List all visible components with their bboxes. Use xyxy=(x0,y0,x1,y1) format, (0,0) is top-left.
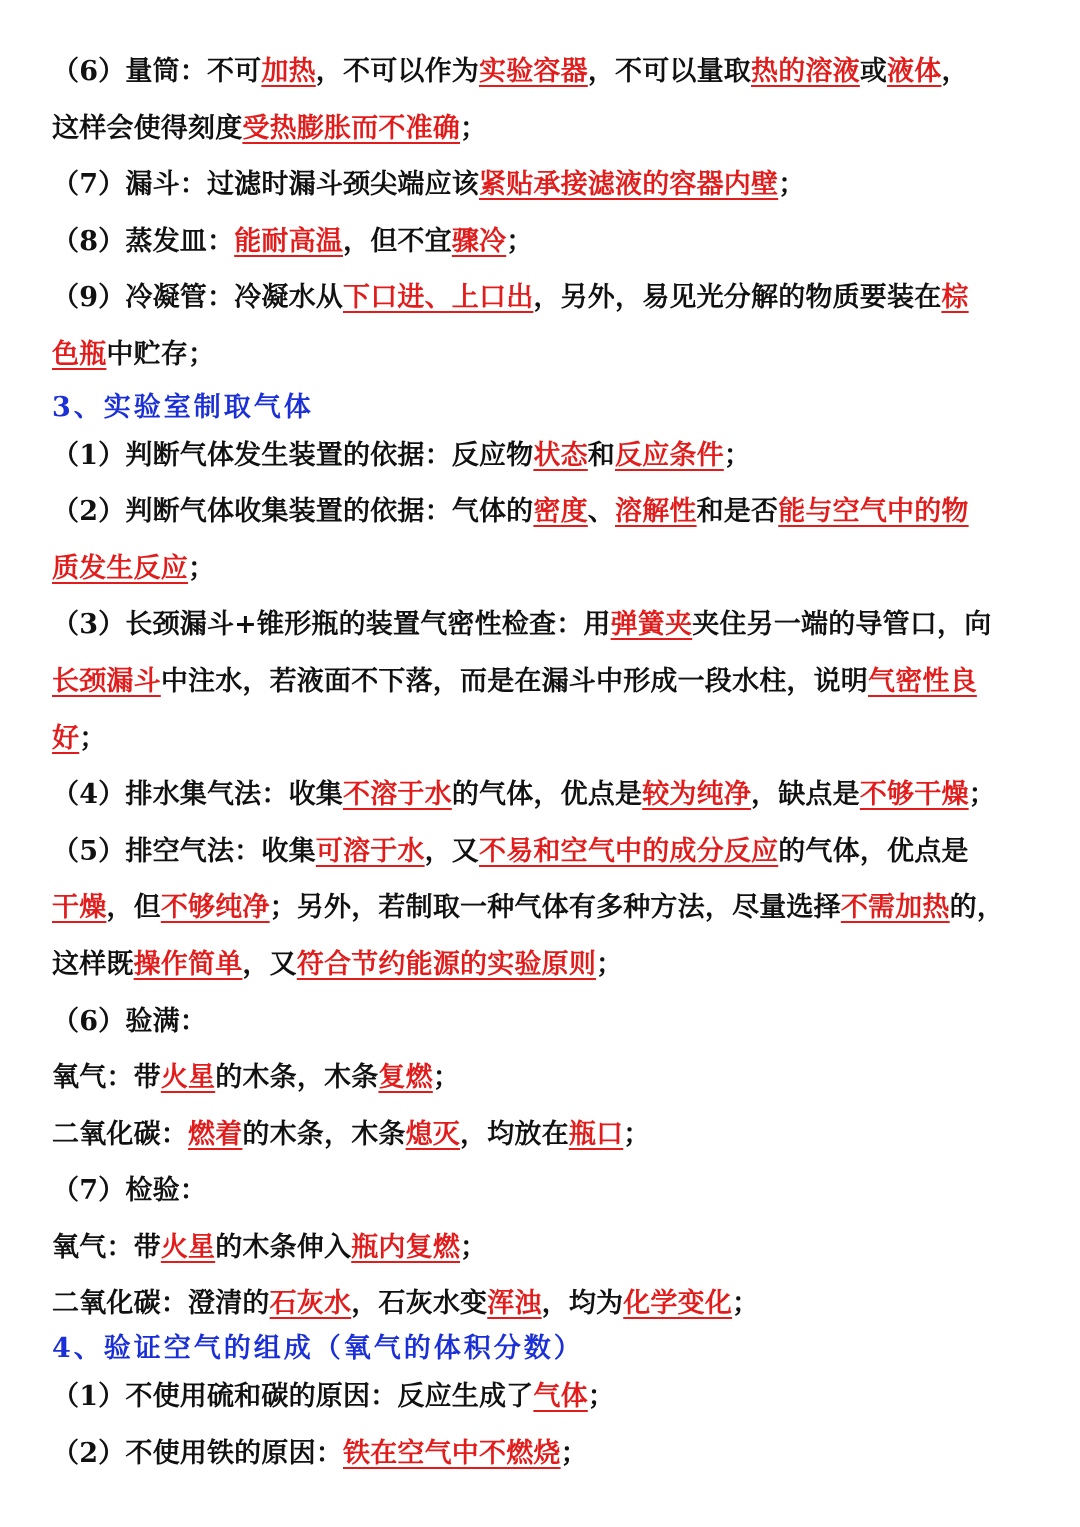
text-line xyxy=(52,541,1028,598)
key-term: 石灰水 xyxy=(269,1288,352,1320)
text-segment: ； xyxy=(506,225,534,257)
text-line xyxy=(52,214,1028,271)
text-line xyxy=(52,994,1028,1051)
key-term: 气密性良 xyxy=(868,665,977,697)
key-term: 不溶于水 xyxy=(343,779,452,811)
text-segment: 的木条，木条 xyxy=(215,1062,379,1094)
text-segment: （6）量筒：不可 xyxy=(52,56,262,87)
key-term: 反应条件 xyxy=(615,439,724,471)
section-heading xyxy=(52,1329,1028,1369)
key-term: 骤冷 xyxy=(451,225,507,257)
text-segment: 和是否 xyxy=(696,496,779,528)
text-segment: ，但不宜 xyxy=(343,225,452,257)
key-term: 棕 xyxy=(941,282,969,314)
text-line xyxy=(52,654,1028,711)
key-term: 不需加热 xyxy=(840,892,950,924)
key-term: 液体 xyxy=(887,56,942,87)
text-segment: （6）验满： xyxy=(52,1005,207,1037)
text-segment: （2）不使用铁的原因： xyxy=(52,1437,343,1469)
text-segment: （1）不使用硫和碳的原因：反应生成了 xyxy=(52,1381,534,1413)
text-segment: 氧气：带 xyxy=(52,1231,161,1263)
text-segment: （2）判断气体收集装置的依据：气体的 xyxy=(52,496,534,528)
text-segment: （1）判断气体发生装置的依据：反应物 xyxy=(52,439,534,471)
text-line xyxy=(52,1369,1028,1426)
text-segment: 的气体，优点是 xyxy=(778,835,969,867)
text-segment: （9）冷凝管：冷凝水从 xyxy=(52,282,343,314)
text-segment: 4、验证空气的组成（氧气的体积分数） xyxy=(52,1333,584,1365)
text-line xyxy=(52,597,1028,654)
key-term: 质发生反应 xyxy=(52,552,188,584)
text-segment: （7）漏斗：过滤时漏斗颈尖端应该 xyxy=(52,169,479,201)
text-segment: ； xyxy=(596,948,624,980)
text-segment: ； xyxy=(968,779,996,811)
key-term: 燃着 xyxy=(188,1118,243,1150)
text-segment: 的， xyxy=(949,892,1005,924)
key-term: 气体 xyxy=(533,1381,588,1413)
key-term: 火星 xyxy=(160,1231,216,1263)
key-term: 实验容器 xyxy=(479,56,588,87)
text-segment: ，不可以作为 xyxy=(315,56,479,87)
key-term: 火星 xyxy=(160,1062,216,1094)
key-term: 热的溶液 xyxy=(751,56,860,87)
text-segment: ； xyxy=(723,439,752,471)
key-term: 浑浊 xyxy=(487,1288,542,1320)
text-segment: 的木条，木条 xyxy=(242,1118,406,1150)
text-line xyxy=(52,711,1028,768)
text-segment: ； xyxy=(79,722,107,754)
text-segment: ； xyxy=(778,169,806,201)
text-line xyxy=(52,270,1028,327)
key-term: 可溶于水 xyxy=(315,835,425,867)
text-segment: ； xyxy=(460,1231,488,1263)
key-term: 受热膨胀而不准确 xyxy=(242,112,461,144)
text-segment: ；另外，若制取一种气体有多种方法，尽量选择 xyxy=(269,892,841,924)
text-segment: ； xyxy=(188,552,216,584)
text-line xyxy=(52,327,1028,384)
key-term: 能耐高温 xyxy=(234,225,343,257)
text-segment: 和 xyxy=(587,439,615,471)
text-line xyxy=(52,767,1028,824)
key-term: 状态 xyxy=(533,439,588,471)
text-line xyxy=(52,880,1028,937)
key-term: 加热 xyxy=(261,56,316,87)
key-term: 紧贴承接滤液的容器内壁 xyxy=(479,169,779,201)
text-segment: 这样会使得刻度 xyxy=(52,112,243,144)
text-line xyxy=(52,101,1028,158)
text-segment: 夹住另一端的导管口，向 xyxy=(692,609,992,641)
key-term: 下口进、上口出 xyxy=(343,282,534,314)
text-line xyxy=(52,1107,1028,1164)
text-segment: ； xyxy=(587,1381,615,1413)
text-segment: ，石灰水变 xyxy=(351,1288,488,1320)
text-segment: ； xyxy=(623,1118,651,1150)
text-segment: 氧气：带 xyxy=(52,1062,161,1094)
key-term: 长颈漏斗 xyxy=(52,665,161,697)
key-term: 铁在空气中不燃烧 xyxy=(343,1437,561,1469)
text-line xyxy=(52,428,1028,485)
text-segment: 的木条伸入 xyxy=(215,1231,352,1263)
text-segment: ，均放在 xyxy=(460,1118,569,1150)
key-term: 不够干燥 xyxy=(859,779,969,811)
text-segment: ，又 xyxy=(242,948,297,980)
text-segment: （7）检验： xyxy=(52,1175,207,1207)
text-line xyxy=(52,157,1028,214)
key-term: 密度 xyxy=(533,496,588,528)
key-term: 熄灭 xyxy=(405,1118,461,1150)
key-term: 较为纯净 xyxy=(642,779,752,811)
key-term: 化学变化 xyxy=(623,1288,733,1320)
section-heading xyxy=(52,388,1028,428)
text-segment: ，又 xyxy=(424,835,480,867)
text-line xyxy=(52,937,1028,994)
key-term: 瓶口 xyxy=(568,1118,624,1150)
text-segment: ，均为 xyxy=(541,1288,624,1320)
text-segment: ； xyxy=(460,112,488,144)
text-segment: （3）长颈漏斗+锥形瓶的装置气密性检查：用 xyxy=(52,609,611,641)
key-term: 符合节约能源的实验原则 xyxy=(296,948,597,980)
text-segment: ，另外，易见光分解的物质要装在 xyxy=(533,282,942,314)
text-segment: 的气体，优点是 xyxy=(451,779,643,811)
key-term: 复燃 xyxy=(378,1062,433,1094)
key-term: 好 xyxy=(52,722,80,754)
text-line xyxy=(52,1426,1028,1483)
text-segment: ； xyxy=(560,1437,588,1469)
text-segment: 这样既 xyxy=(52,948,134,980)
key-term: 不够纯净 xyxy=(160,892,270,924)
text-segment: 二氧化碳：澄清的 xyxy=(52,1288,270,1320)
key-term: 干燥 xyxy=(52,892,107,924)
key-term: 不易和空气中的成分反应 xyxy=(479,835,779,867)
text-segment: （4）排水集气法：收集 xyxy=(52,779,343,811)
text-segment: ，但 xyxy=(106,892,161,924)
text-line xyxy=(52,1050,1028,1107)
text-segment: ， xyxy=(941,56,969,87)
text-segment: 3、实验室制取气体 xyxy=(52,391,314,423)
text-line xyxy=(52,1163,1028,1220)
text-segment: （8）蒸发皿： xyxy=(52,225,235,257)
text-segment: ； xyxy=(732,1288,760,1320)
text-line xyxy=(52,44,1028,101)
text-segment: 或 xyxy=(859,56,888,87)
text-line xyxy=(52,1276,1028,1333)
text-segment: 二氧化碳： xyxy=(52,1118,188,1150)
text-segment: 中注水，若液面不下落，而是在漏斗中形成一段水柱，说明 xyxy=(160,665,869,697)
text-segment: ，缺点是 xyxy=(751,779,860,811)
key-term: 色瓶 xyxy=(52,338,107,370)
key-term: 瓶内复燃 xyxy=(351,1231,461,1263)
key-term: 弹簧夹 xyxy=(610,609,693,641)
key-term: 溶解性 xyxy=(615,496,697,528)
text-segment: ； xyxy=(432,1062,461,1094)
text-segment: 、 xyxy=(587,496,615,528)
text-line xyxy=(52,1220,1028,1277)
key-term: 操作简单 xyxy=(133,948,243,980)
text-line xyxy=(52,824,1028,881)
text-line xyxy=(52,484,1028,541)
text-segment: 中贮存； xyxy=(106,338,216,370)
text-segment: ，不可以量取 xyxy=(587,56,752,87)
text-segment: （5）排空气法：收集 xyxy=(52,835,316,867)
key-term: 能与空气中的物 xyxy=(778,496,969,528)
